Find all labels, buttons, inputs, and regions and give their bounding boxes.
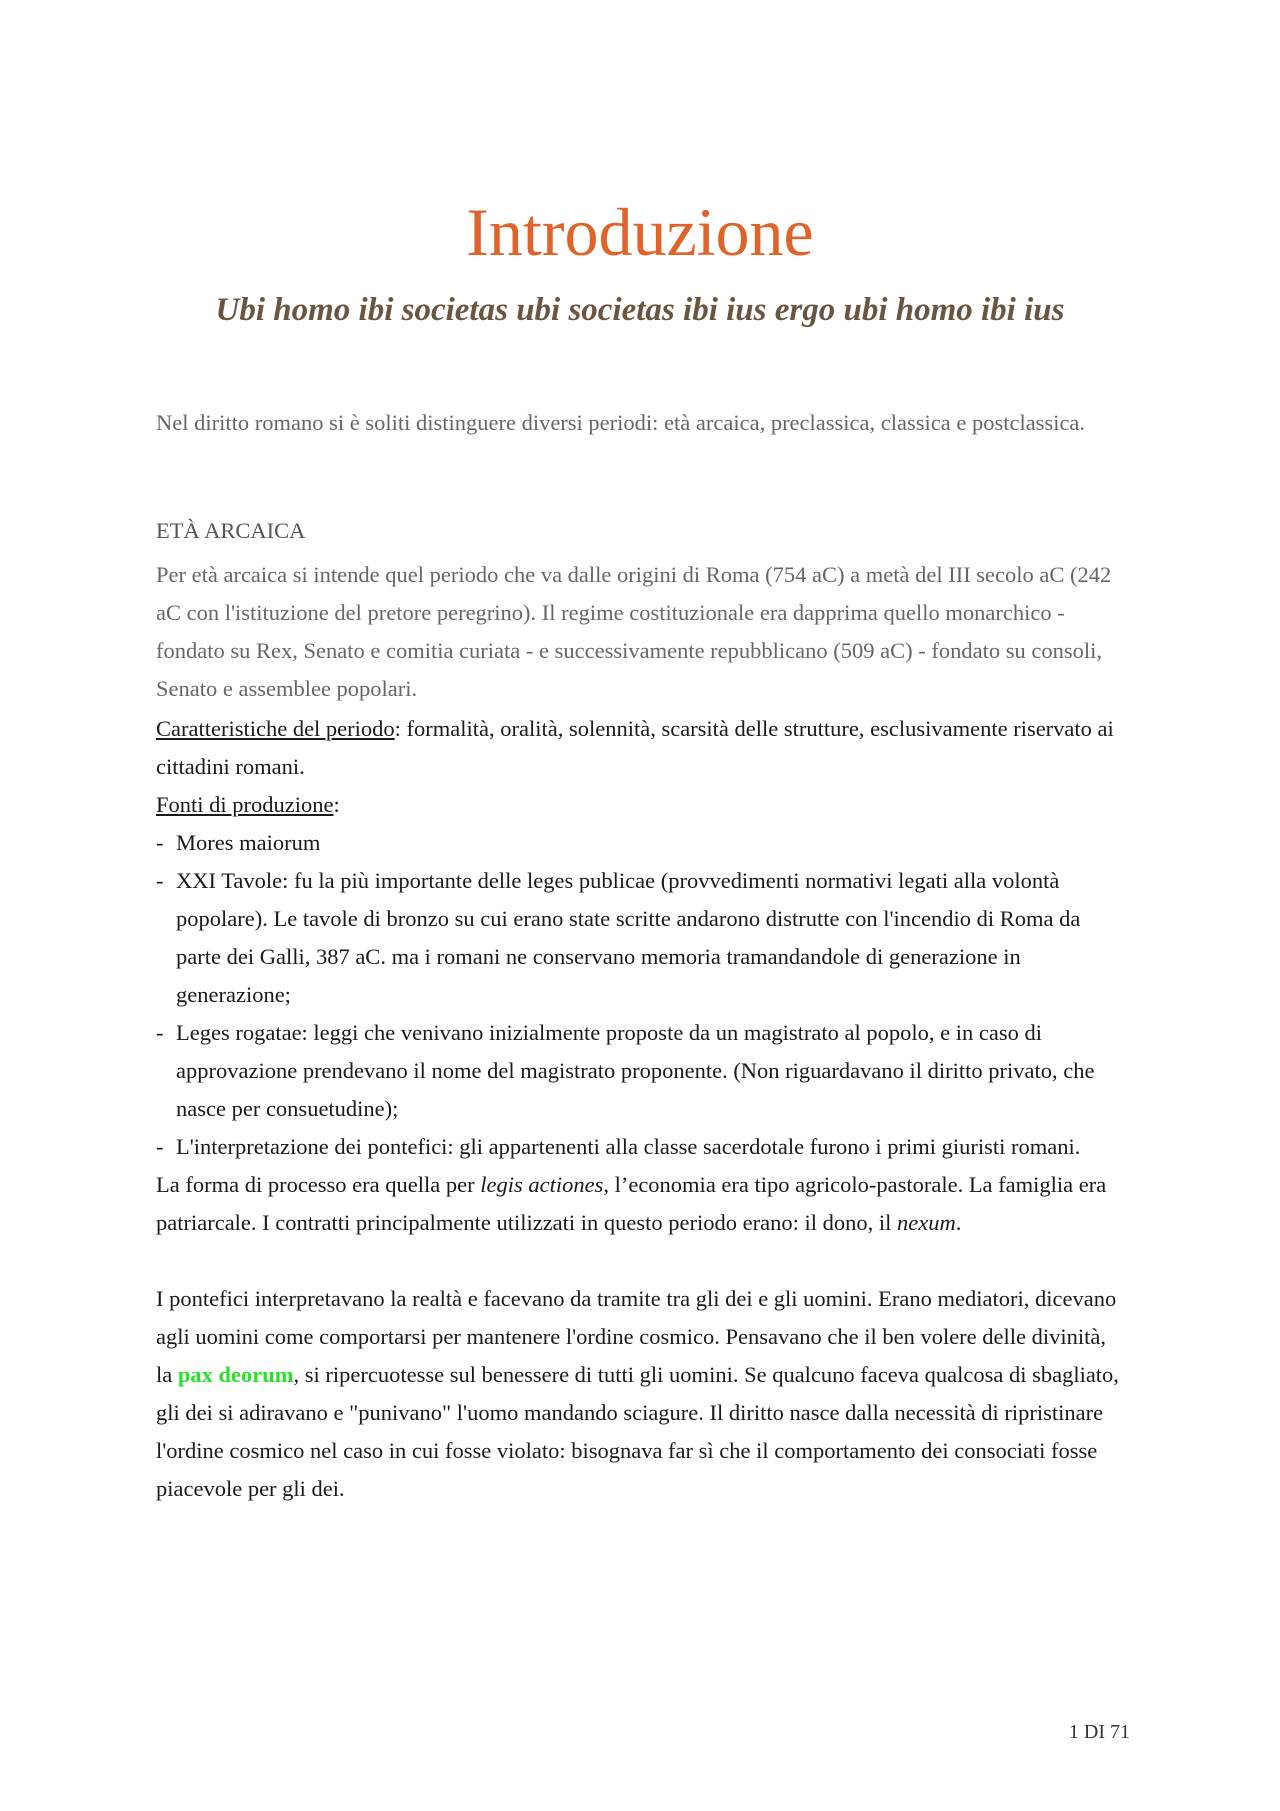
fonti-label: Fonti di produzione bbox=[156, 792, 334, 817]
nexum-term: nexum bbox=[897, 1210, 956, 1235]
intro-paragraph: Nel diritto romano si è soliti distinguere diversi periodi: età arcaica, preclassica, classica e postclassica. bbox=[156, 410, 1086, 435]
fonti-heading bbox=[156, 786, 1126, 824]
page-title: Introduzione bbox=[466, 194, 814, 270]
caratteristiche-paragraph bbox=[156, 710, 1126, 786]
caratteristiche-text: : formalità, oralità, solennità, scarsità delle strutture, esclusivamente riservato ai cittadini romani. bbox=[156, 716, 1114, 779]
processo-paragraph bbox=[156, 1166, 1126, 1242]
list-item: - Leges rogatae: leggi che venivano inizialmente proposte da un magistrato al popolo, e in caso di approvazione prendevano il nome del magistrato proponente. (Non riguardavano il diritto privato, che nasce per consuetudine); bbox=[156, 1014, 1126, 1128]
section-heading: ETÀ ARCAICA bbox=[156, 518, 306, 543]
document-body bbox=[156, 404, 1126, 1508]
legis-actiones-term: legis actiones bbox=[480, 1172, 604, 1197]
list-item: - L'interpretazione dei pontefici: gli appartenenti alla classe sacerdotale furono i primi giuristi romani. bbox=[156, 1128, 1126, 1166]
section-paragraph: Per età arcaica si intende quel periodo che va dalle origini di Roma (754 aC) a metà del III secolo aC (242 aC con l'istituzione del pretore peregrino). Il regime costituzionale era dapprima quello monarchico - fondato su Rex, Senato e comitia curiata - e successivamente repubblicano (509 aC) - fondato su consoli, Senato e assemblee popolari. bbox=[156, 562, 1112, 701]
pontefici-text-2: , si ripercuotesse sul benessere di tutti gli uomini. Se qualcuno faceva qualcosa di sbagliato, gli dei si adiravano e "punivano" l'uomo mandando sciagure. Il diritto nasce dalla necessità di ripristinare l'ordine cosmico nel caso in cui fosse violato: bisognava far sì che il comportamento dei consociati fosse piacevole per gli dei. bbox=[156, 1362, 1119, 1501]
fonti-suffix: : bbox=[333, 792, 340, 817]
processo-text-3: . bbox=[955, 1210, 962, 1235]
page-subtitle: Ubi homo ibi societas ubi societas ibi ius ergo ubi homo ibi ius bbox=[215, 292, 1065, 328]
caratteristiche-label: Caratteristiche del periodo bbox=[156, 716, 395, 741]
pontefici-paragraph bbox=[156, 1280, 1126, 1508]
page-number: 1 DI 71 bbox=[1068, 1721, 1130, 1743]
list-item: - XXI Tavole: fu la più importante delle leges publicae (provvedimenti normativi legati alla volontà popolare). Le tavole di bronzo su cui erano state scritte andarono distrutte con l'incendio di Roma da parte dei Galli, 387 aC. ma i romani ne conservano memoria tramandandole di generazione in generazione; bbox=[156, 862, 1126, 1014]
list-item: - Mores maiorum bbox=[156, 824, 1126, 862]
pax-deorum-highlight: pax deorum bbox=[177, 1362, 294, 1387]
fonti-list bbox=[156, 824, 1126, 1166]
processo-text-1: La forma di processo era quella per bbox=[156, 1172, 481, 1197]
processo-text-2: , l’economia era tipo agricolo-pastorale. La famiglia era patriarcale. I contratti principalmente utilizzati in questo periodo erano: il dono, il bbox=[156, 1172, 1107, 1235]
pontefici-text-1: I pontefici interpretavano la realtà e facevano da tramite tra gli dei e gli uomini. Erano mediatori, dicevano agli uomini come comportarsi per mantenere l'ordine cosmico. Pensavano che il ben volere delle divinità, la bbox=[156, 1286, 1117, 1387]
